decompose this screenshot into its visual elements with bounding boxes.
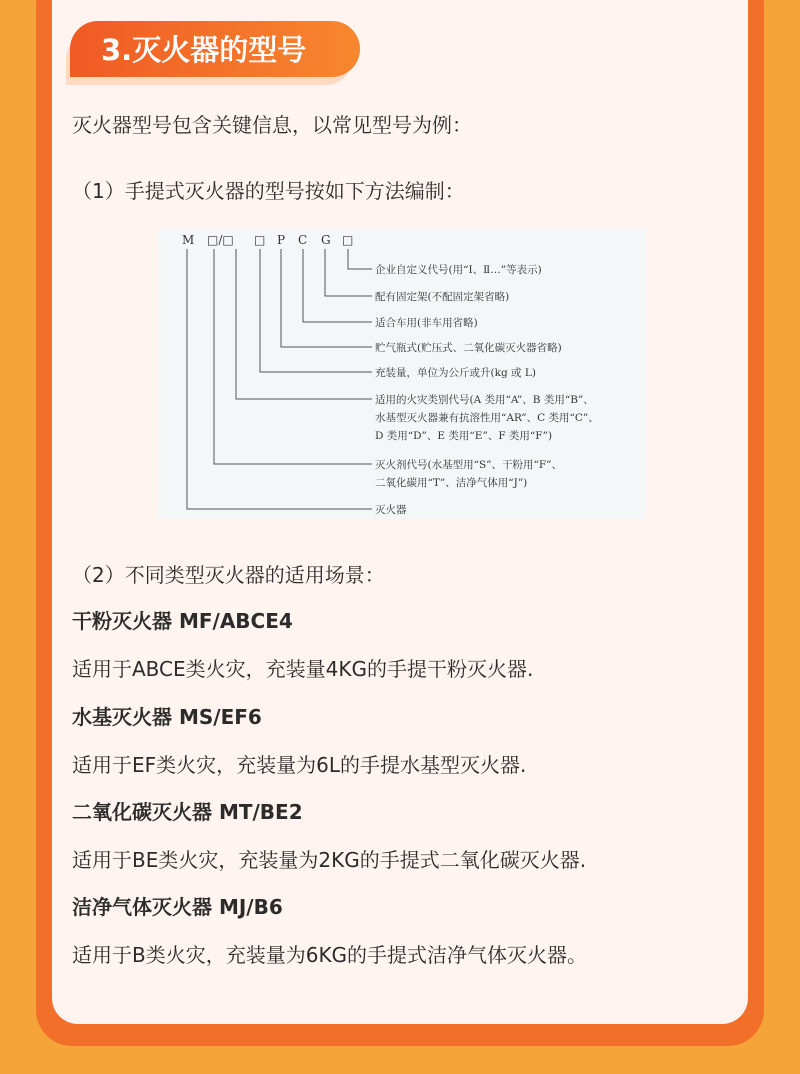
item-desc-co2: 适用于BE类火灾，充装量为2KG的手提式二氧化碳灭火器. <box>72 848 587 872</box>
code-enterprise: □ <box>342 233 354 247</box>
label-gas-cartridge: 贮气瓶式(贮压式、二氧化碳灭火器省略) <box>375 342 562 354</box>
label-fire-class-1: 适用的火灾类别代号(A 类用“A”、B 类用“B”、 <box>375 394 594 406</box>
label-fixed-mount: 配有固定架(不配固定架省略) <box>375 291 510 303</box>
code-C: C <box>298 233 308 247</box>
item-desc-clean-agent: 适用于B类火灾，充装量为6KG的手提式洁净气体灭火器。 <box>72 943 588 967</box>
item-name-dry-powder: 干粉灭火器 MF/ABCE4 <box>72 609 293 633</box>
code-P: P <box>277 233 286 247</box>
item-desc-dry-powder: 适用于ABCE类火灾，充装量4KG的手提干粉灭火器. <box>72 657 534 681</box>
label-enterprise-code: 企业自定义代号(用“Ⅰ、Ⅱ…”等表示) <box>375 264 542 276</box>
label-fire-class-3: D 类用“D”、E 类用“E”、F 类用“F”) <box>375 430 553 442</box>
diagram-connectors <box>187 249 372 509</box>
label-capacity: 充装量，单位为公斤或升(kg 或 L) <box>375 367 536 379</box>
label-agent-1: 灭火剂代号(水基型用“S”、干粉用“F”、 <box>375 459 563 471</box>
code-agent-class: □/□ <box>207 233 234 247</box>
item-name-water-based: 水基灭火器 MS/EF6 <box>72 705 262 729</box>
item-name-clean-agent: 洁净气体灭火器 MJ/B6 <box>72 895 283 919</box>
code-capacity: □ <box>254 233 266 247</box>
item-desc-water-based: 适用于EF类火灾，充装量为6L的手提水基型灭火器. <box>72 753 527 777</box>
model-code-diagram <box>158 229 646 519</box>
intro-text: 灭火器型号包含关键信息，以常见型号为例： <box>72 113 472 137</box>
code-G: G <box>321 233 331 247</box>
subsection-heading-2: （2）不同类型灭火器的适用场景： <box>72 563 385 587</box>
label-fire-class-2: 水基型灭火器兼有抗溶性用“AR”、C 类用“C”、 <box>375 412 599 424</box>
label-extinguisher: 灭火器 <box>375 504 407 516</box>
label-agent-2: 二氧化碳用“T”、洁净气体用“J”) <box>375 477 528 489</box>
code-M: M <box>182 233 195 247</box>
section-title: 3.灭火器的型号 <box>101 33 307 67</box>
label-vehicle: 适合车用(非车用省略) <box>375 317 478 329</box>
item-name-co2: 二氧化碳灭火器 MT/BE2 <box>72 800 303 824</box>
subsection-heading-1: （1）手提式灭火器的型号按如下方法编制： <box>72 179 465 203</box>
